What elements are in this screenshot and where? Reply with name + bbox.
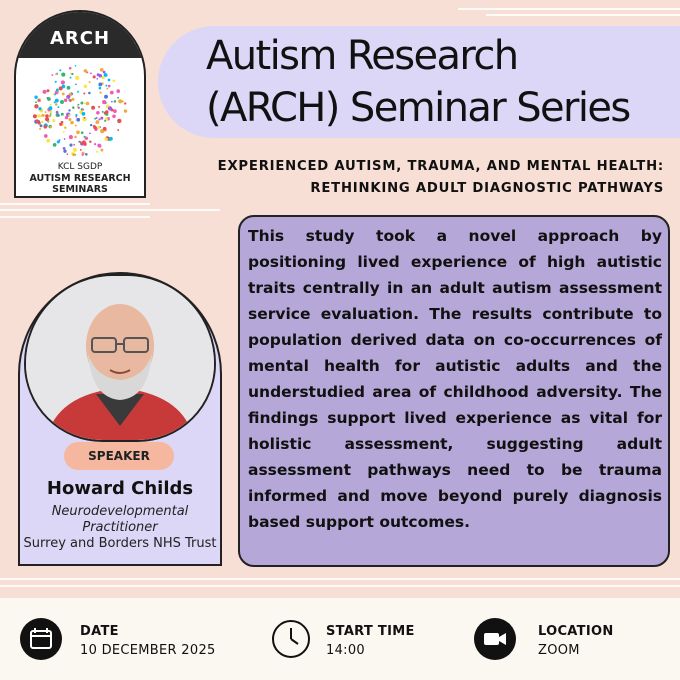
logo-dot: [55, 103, 58, 106]
logo-dot: [89, 141, 91, 143]
logo-dot: [69, 135, 73, 139]
decorative-line: [0, 585, 680, 587]
logo-dot: [100, 68, 104, 72]
logo-dot: [59, 86, 63, 90]
date-info: [0, 598, 240, 680]
logo-dot: [64, 98, 68, 102]
logo-dot: [44, 134, 48, 138]
logo-dot: [111, 101, 113, 103]
logo-dot: [102, 100, 106, 104]
talk-title-line-2: RETHINKING ADULT DIAGNOSTIC PATHWAYS: [310, 181, 664, 196]
logo-dot: [96, 78, 98, 80]
logo-dot: [108, 85, 111, 88]
logo-dot: [89, 81, 91, 83]
logo-dot: [68, 114, 70, 116]
logo-dot: [109, 137, 113, 141]
logo-dot: [85, 153, 88, 156]
logo-dot: [68, 109, 70, 111]
logo-dot: [73, 148, 77, 152]
logo-dot: [102, 111, 104, 113]
logo-dot: [82, 109, 84, 111]
logo-dot: [74, 136, 77, 139]
speaker-name: Howard Childs: [46, 478, 194, 499]
logo-dot: [53, 143, 57, 147]
logo-dot: [105, 85, 107, 87]
logo-dot: [57, 106, 59, 108]
logo-dot: [121, 100, 123, 102]
logo-dot: [113, 79, 116, 82]
logo-dot: [55, 73, 57, 75]
talk-title-line-1: EXPERIENCED AUTISM, TRAUMA, AND MENTAL HEALTH:: [217, 159, 664, 174]
logo-dot: [97, 126, 100, 129]
logo-dot: [63, 147, 66, 150]
logo-dot: [45, 117, 49, 121]
logo-dot: [106, 88, 108, 90]
logo-dot: [108, 106, 112, 110]
logo-dot: [66, 97, 68, 99]
logo-dot: [56, 89, 59, 92]
logo-dot: [72, 98, 75, 101]
arch-logo: [14, 10, 146, 198]
logo-dot: [47, 121, 49, 123]
logo-dot: [95, 120, 99, 124]
logo-dot: [104, 138, 107, 141]
speaker-role: Neurodevelopmental Practitioner: [51, 504, 189, 535]
logo-dot: [99, 87, 102, 90]
logo-dot: [47, 89, 50, 92]
logo-dot: [55, 99, 59, 103]
speaker-organisation: Surrey and Borders NHS Trust: [23, 536, 217, 551]
logo-dot: [84, 103, 86, 105]
decorative-line: [0, 578, 680, 580]
logo-dot: [96, 111, 100, 115]
logo-dot: [100, 149, 103, 152]
logo-dot: [84, 85, 87, 88]
logo-dot: [99, 74, 103, 78]
logo-dot: [80, 102, 83, 105]
logo-dot: [38, 107, 41, 110]
event-details-footer: [0, 598, 680, 680]
logo-dots-graphic: [30, 60, 130, 160]
logo-dot: [90, 124, 92, 126]
logo-dot: [114, 100, 117, 103]
logo-dot: [40, 124, 43, 127]
talk-title: [144, 156, 664, 200]
logo-dot: [103, 127, 107, 131]
logo-dot: [41, 121, 44, 124]
logo-dot: [49, 111, 52, 114]
logo-dot: [62, 92, 65, 95]
location-info: [470, 598, 680, 680]
logo-dot: [99, 91, 101, 93]
decorative-line: [0, 216, 150, 218]
logo-dot: [61, 73, 65, 77]
logo-dot: [108, 79, 111, 82]
logo-dot: [110, 91, 114, 95]
logo-dot: [71, 73, 73, 75]
logo-dot: [103, 71, 106, 74]
logo-dot: [42, 114, 45, 117]
logo-dot: [75, 83, 77, 85]
video-camera-icon: [474, 618, 516, 660]
logo-dot: [55, 81, 57, 83]
logo-dot: [116, 89, 120, 93]
date-label: DATE: [80, 624, 119, 639]
logo-dot: [105, 117, 108, 120]
logo-dot: [98, 82, 102, 86]
location-label: LOCATION: [538, 624, 614, 639]
logo-subtitle-name: [16, 173, 144, 195]
logo-dot: [104, 95, 108, 99]
logo-dot: [102, 76, 105, 79]
logo-dot: [57, 140, 60, 143]
logo-dot: [72, 153, 75, 156]
page-title: [206, 30, 676, 134]
calendar-icon: [20, 618, 62, 660]
decorative-line: [486, 14, 680, 16]
logo-dot: [43, 125, 47, 129]
logo-dot: [66, 153, 68, 155]
logo-dot: [61, 113, 64, 116]
logo-dot: [93, 126, 97, 130]
logo-dot: [90, 72, 92, 74]
logo-dot: [77, 104, 79, 106]
logo-dot: [77, 91, 79, 93]
logo-dot: [75, 114, 77, 116]
logo-dot: [75, 65, 77, 67]
speaker-photo: [24, 274, 216, 442]
logo-dot: [76, 118, 80, 122]
logo-dot: [91, 106, 95, 110]
logo-dot: [37, 114, 40, 117]
logo-dot: [81, 131, 84, 134]
logo-dot: [94, 143, 96, 145]
logo-dot: [117, 129, 119, 131]
logo-dot: [65, 116, 68, 119]
logo-dot: [53, 93, 55, 95]
logo-dot: [93, 75, 96, 78]
logo-dot: [76, 130, 80, 134]
logo-dot: [52, 119, 55, 122]
logo-subtitle-line-1: AUTISM RESEARCH: [29, 173, 131, 184]
logo-dot: [83, 92, 85, 94]
logo-dot: [96, 151, 98, 153]
logo-dot: [58, 114, 60, 116]
logo-dot: [51, 74, 53, 76]
logo-dot: [70, 121, 74, 125]
logo-dot: [82, 140, 86, 144]
logo-dot: [70, 73, 72, 75]
logo-dot: [47, 97, 51, 101]
logo-dot: [63, 131, 65, 133]
logo-dot: [69, 67, 72, 70]
logo-dot: [46, 139, 50, 143]
start-time-value: 14:00: [326, 643, 365, 658]
logo-dot: [50, 126, 52, 128]
logo-dot: [97, 144, 101, 148]
logo-dot: [86, 102, 89, 105]
logo-dot: [75, 125, 77, 127]
logo-dot: [84, 136, 86, 138]
logo-dot: [45, 114, 49, 118]
abstract-box: [238, 215, 670, 567]
logo-dot: [61, 80, 65, 84]
logo-dot: [64, 127, 66, 129]
title-line-2: (ARCH) Seminar Series: [206, 85, 630, 131]
logo-subtitle-org: KCL SGDP: [57, 162, 103, 172]
logo-subtitle-line-2: SEMINARS: [52, 184, 108, 195]
logo-dot: [59, 123, 62, 126]
logo-dot: [82, 112, 86, 116]
logo-dot: [68, 99, 70, 101]
logo-dot: [96, 117, 98, 119]
logo-dot: [73, 144, 75, 146]
logo-dot: [72, 106, 75, 109]
decorative-line: [0, 203, 150, 205]
logo-dot: [35, 119, 38, 122]
logo-dot: [39, 128, 41, 130]
logo-dot: [64, 138, 66, 140]
logo-dot: [49, 106, 53, 110]
logo-dot: [56, 111, 59, 114]
logo-dot: [34, 96, 37, 99]
logo-dot: [75, 76, 79, 80]
logo-dot: [98, 106, 100, 108]
logo-dot: [34, 104, 38, 108]
logo-dot: [70, 77, 72, 79]
logo-dot: [60, 100, 64, 104]
decorative-line: [458, 8, 680, 10]
logo-dot: [105, 110, 109, 114]
logo-dot: [98, 118, 100, 120]
logo-dot: [67, 86, 71, 90]
logo-dot: [100, 117, 103, 120]
logo-dot: [38, 99, 40, 101]
logo-arch-text: ARCH: [49, 28, 111, 49]
logo-dot: [33, 114, 37, 118]
logo-dot: [124, 109, 127, 112]
logo-dot: [113, 109, 117, 113]
logo-dot: [78, 107, 80, 109]
logo-dot: [83, 117, 85, 119]
logo-dot: [84, 69, 88, 73]
decorative-line: [0, 209, 220, 211]
start-time-info: [260, 598, 460, 680]
start-time-label: START TIME: [326, 624, 415, 639]
logo-dot: [68, 118, 71, 121]
logo-dot: [104, 73, 108, 77]
logo-dot: [50, 104, 52, 106]
logo-dot: [88, 92, 91, 95]
speaker-badge: SPEAKER: [64, 442, 174, 470]
location-value: ZOOM: [538, 643, 580, 658]
logo-dot: [42, 90, 46, 94]
logo-dot: [59, 69, 61, 71]
clock-icon: [270, 618, 312, 660]
logo-dot: [69, 144, 72, 147]
speaker-portrait-illustration: [26, 276, 214, 440]
title-line-1: Autism Research: [206, 33, 518, 79]
logo-dot: [124, 102, 126, 104]
date-value: 10 DECEMBER 2025: [80, 643, 216, 658]
logo-dot: [112, 115, 116, 119]
logo-dot: [49, 115, 52, 118]
logo-dot: [89, 133, 91, 135]
logo-dot: [45, 111, 47, 113]
logo-dot: [117, 119, 121, 123]
abstract-text: This study took a novel approach by positioning lived experience of high autistic traits centrally in an adult autism assessment service evaluation. The results contribute to population derived data on co-occurrences of mental health for autistic adults and the understudied area of childhood adversity. The findings support lived experience as vital for holistic assessment, suggesting adult assessment pathways need to be trauma informed and move beyond purely diagnosis based support outcomes.: [248, 227, 662, 531]
logo-dot: [117, 97, 119, 99]
logo-dot: [80, 149, 82, 151]
logo-dot: [63, 150, 66, 153]
logo-dot: [35, 101, 37, 103]
logo-dot: [82, 154, 84, 156]
